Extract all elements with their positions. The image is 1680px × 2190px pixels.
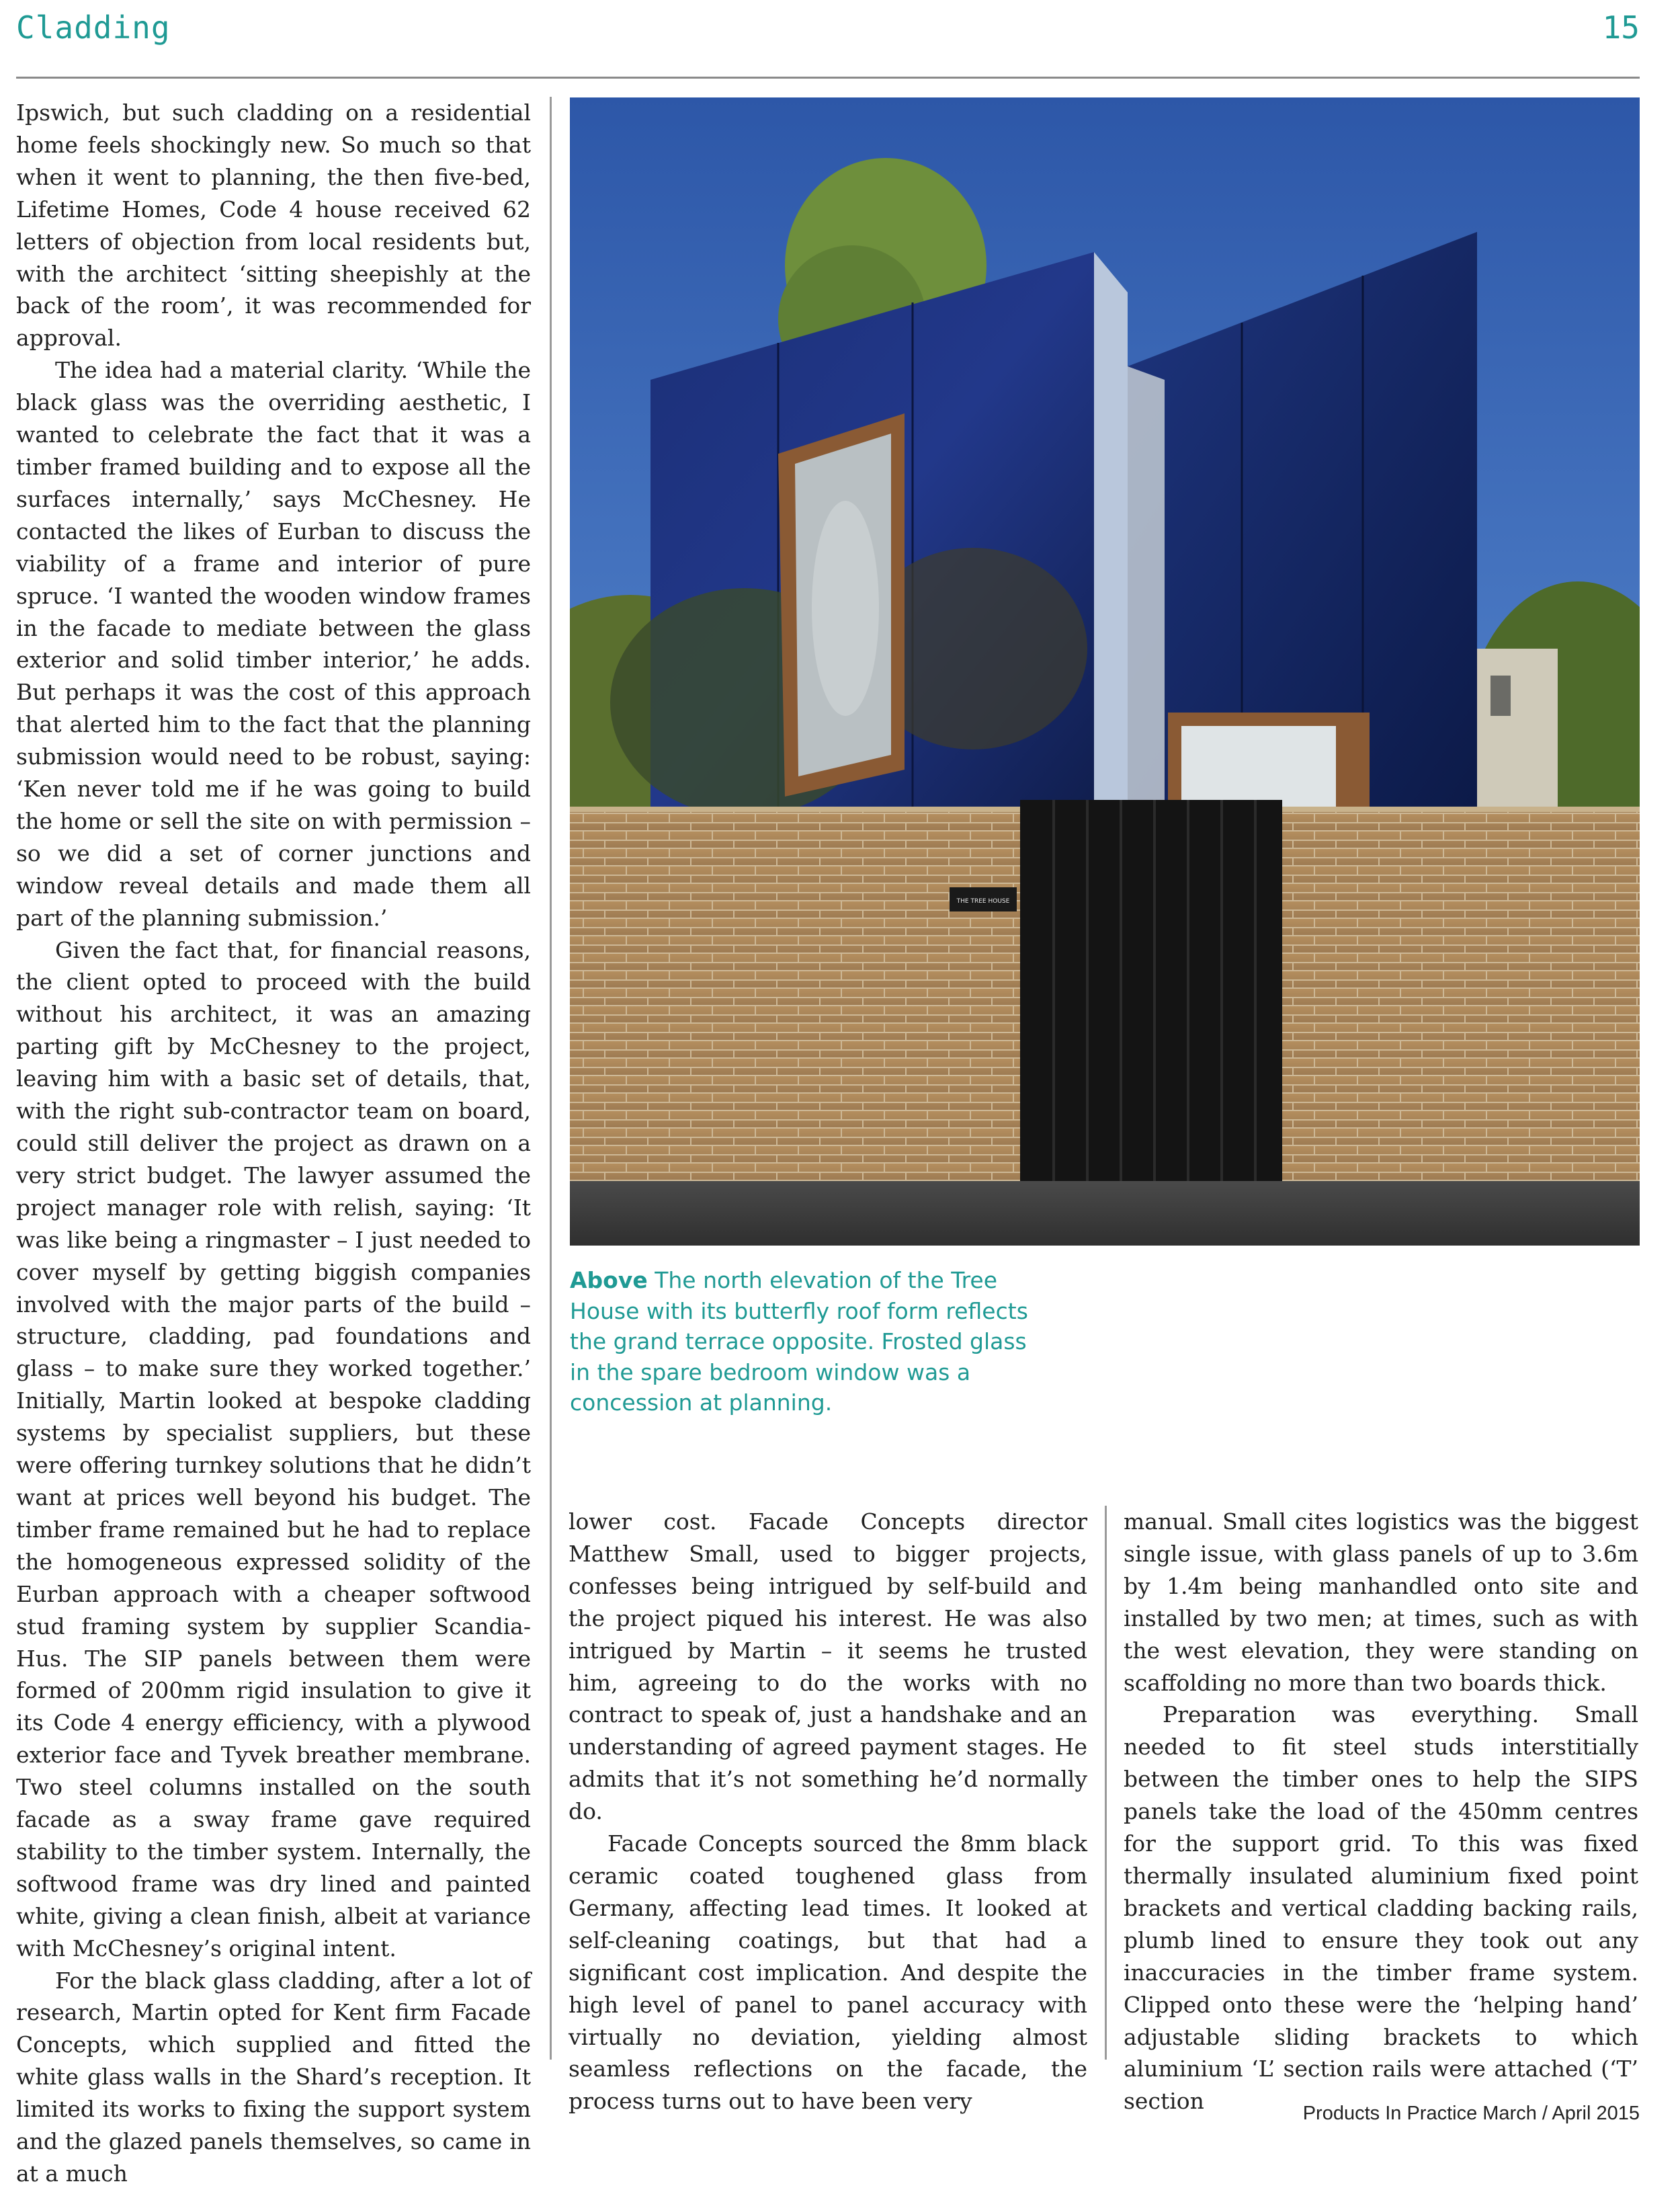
article-column-2	[569, 1506, 1087, 2117]
caption-text: The north elevation of the Tree House with its butterfly roof form reflects the grand terrace opposite. Frosted glass in the spare bedroom window was a concession at planning.	[570, 1267, 1028, 1416]
paragraph: Given the fact that, for financial reasons, the client opted to proceed with the build without his architect, it was an amazing parting gift by McChesney to the project, leaving him with a basic set of details, that, with the right sub-contractor team on board, could still deliver the project as drawn on a very strict budget. The lawyer assumed the project manager role with relish, saying: ‘It was like being a ringmaster – I just needed to cover myself by getting biggish companies involved with the major parts of the build – structure, cladding, pad foundations and glass – to make sure they worked together.’ Initially, Martin looked at bespoke cladding systems by specialist suppliers, but these were offering turnkey solutions that he didn’t want at prices well beyond his budget. The timber frame remained but he had to replace the homogeneous expressed solidity of the Eurban approach with a cheaper softwood stud framing system by supplier Scandia-Hus. The SIP panels between them were formed of 200mm rigid insulation to give it its Code 4 energy efficiency, with a plywood exterior face and Tyvek breather membrane. Two steel columns installed on the south facade as a sway frame gave required stability to the timber system. Internally, the softwood frame was dry lined and painted white, giving a clean finish, albeit at variance with McChesney’s original intent.	[16, 936, 531, 1961]
photo-caption	[570, 1265, 1040, 1418]
header-rule	[16, 77, 1640, 79]
article-column-1	[16, 97, 531, 2190]
paragraph: Ipswich, but such cladding on a residential home feels shockingly new. So much so that when it went to planning, the then five-bed, Lifetime Homes, Code 4 house received 62 letters of objection from local residents but, with the architect ‘sitting sheepishly at the back of the room’, it was recommended for approval.	[16, 99, 531, 352]
article-column-3	[1124, 1506, 1638, 2117]
paragraph: The idea had a material clarity. ‘While the black glass was the overriding aesthetic, I wanted to celebrate the fact that it was a timber framed building and to expose all the surfaces internally,’ says McChesney. He contacted the likes of Eurban to discuss the viability of a frame and interior of pure spruce. ‘I wanted the wooden window frames in the facade to mediate between the glass exterior and solid timber interior,’ he adds. But perhaps it was the cost of this approach that alerted him to the fact that the planning submission would need to be robust, saying: ‘Ken never told me if he was going to build the home or sell the site on with permission – so we did a set of corner junctions and window reveal details and made them all part of the planning submission.’	[16, 357, 531, 931]
paragraph: Preparation was everything. Small needed to fit steel studs interstitially between the timber ones to help the SIPS panels take the load of the 450mm centres for the support grid. To this was fixed thermally insulated aluminium fixed point brackets and vertical cladding backing rails, plumb lined to ensure they took out any inaccuracies in the timber frame system. Clipped onto these were the ‘helping hand’ adjustable sliding brackets to which aluminium ‘L’ section rails were attached (‘T’ section	[1124, 1701, 1638, 2115]
page-number: 15	[1602, 9, 1640, 46]
paragraph: lower cost. Facade Concepts director Matthew Small, used to bigger projects, confesses being intrigued by self-build and the project piqued his interest. He was also intrigued by Martin – it seems he trusted him, agreeing to do the works with no contract to speak of, just a handshake and an understanding of agreed payment stages. He admits that it’s not something he’d normally do.	[569, 1508, 1087, 1825]
column-divider	[550, 97, 552, 2060]
paragraph: For the black glass cladding, after a lot of research, Martin opted for Kent firm Facade Concepts, which supplied and fitted the white glass walls in the Shard’s reception. It limited its works to fixing the support system and the glazed panels themselves, so came in at a much	[16, 1967, 531, 2187]
paragraph: manual. Small cites logistics was the biggest single issue, with glass panels of up to 3.6m by 1.4m being manhandled onto site and installed by two men; at times, such as with the west elevation, they were standing on scaffolding no more than two boards thick.	[1124, 1508, 1638, 1696]
tree-house-photo	[570, 97, 1640, 1246]
section-title: Cladding	[16, 9, 171, 46]
column-divider	[1105, 1506, 1107, 2060]
house-name-sign: THE TREE HOUSE	[956, 898, 1010, 905]
caption-lead: Above	[570, 1267, 648, 1293]
publication-footer: Products In Practice March / April 2015	[1302, 2103, 1640, 2124]
paragraph: Facade Concepts sourced the 8mm black ceramic coated toughened glass from Germany, affecting lead times. It looked at self-cleaning coatings, but that had a significant cost implication. And despite the high level of panel to panel accuracy with virtually no deviation, yielding almost seamless reflections on the facade, the process turns out to have been very	[569, 1830, 1087, 2115]
